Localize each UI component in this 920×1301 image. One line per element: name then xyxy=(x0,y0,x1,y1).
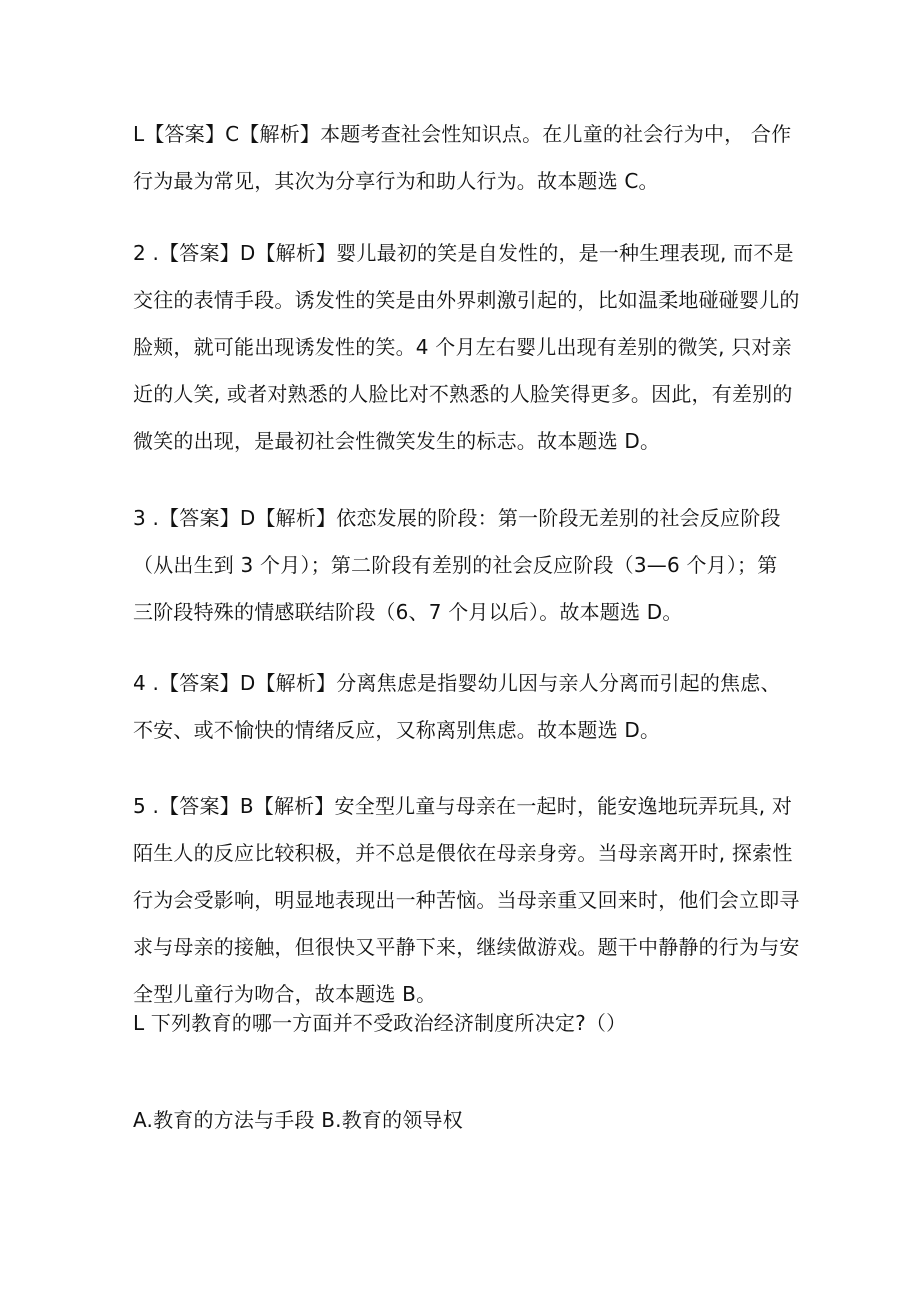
text-line: 4 .【答案】D【解析】分离焦虑是指婴幼儿因与亲人分离而引起的焦虑、 xyxy=(133,671,781,695)
answer-paragraph-4 xyxy=(133,660,793,754)
text-line: 交往的表情手段。诱发性的笑是由外界刺激引起的，比如温柔地碰碰婴儿的 xyxy=(133,288,800,312)
text-line: L【答案】C【解析】本题考查社会性知识点。在儿童的社会行为中， 合作 xyxy=(133,122,792,146)
answer-paragraph-1 xyxy=(133,111,793,205)
text-line: 微笑的出现，是最初社会性微笑发生的标志。故本题选 D。 xyxy=(133,429,661,453)
text-line: 行为最为常见，其次为分享行为和助人行为。故本题选 C。 xyxy=(133,169,659,193)
question-options xyxy=(133,1097,793,1144)
text-line: 2 .【答案】D【解析】婴儿最初的笑是自发性的，是一种生理表现, 而不是 xyxy=(133,241,794,265)
text-line: 3 .【答案】D【解析】依恋发展的阶段：第一阶段无差别的社会反应阶段 xyxy=(133,506,781,530)
text-line: 全型儿童行为吻合，故本题选 B。 xyxy=(133,982,437,1006)
text-line: 不安、或不愉快的情绪反应，又称离别焦虑。故本题选 D。 xyxy=(133,718,661,742)
text-line: （从出生到 3 个月）；第二阶段有差别的社会反应阶段（3—6 个月）；第 xyxy=(133,553,778,577)
text-line: 陌生人的反应比较积极，并不总是偎依在母亲身旁。当母亲离开时, 探索性 xyxy=(133,841,793,865)
text-line: 近的人笑, 或者对熟悉的人脸比对不熟悉的人脸笑得更多。因此，有差别的 xyxy=(133,382,793,406)
answer-paragraph-3 xyxy=(133,495,793,636)
text-line: 5 .【答案】B【解析】安全型儿童与母亲在一起时，能安逸地玩弄玩具, 对 xyxy=(133,794,793,818)
text-line: 三阶段特殊的情感联结阶段（6、7 个月以后）。故本题选 D。 xyxy=(133,600,683,624)
question-text: L 下列教育的哪一方面并不受政治经济制度所决定?（） xyxy=(133,1011,627,1035)
answer-paragraph-5 xyxy=(133,783,800,1018)
answer-paragraph-2 xyxy=(133,230,800,465)
text-line: 脸颊，就可能出现诱发性的笑。4 个月左右婴儿出现有差别的微笑, 只对亲 xyxy=(133,335,792,359)
text-line: 行为会受影响，明显地表现出一种苦恼。当母亲重又回来时，他们会立即寻 xyxy=(133,888,800,912)
text-line: 求与母亲的接触，但很快又平静下来，继续做游戏。题干中静静的行为与安 xyxy=(133,935,800,959)
question-stem xyxy=(133,1000,793,1047)
options-text: A.教育的方法与手段 B.教育的领导权 xyxy=(133,1108,463,1132)
